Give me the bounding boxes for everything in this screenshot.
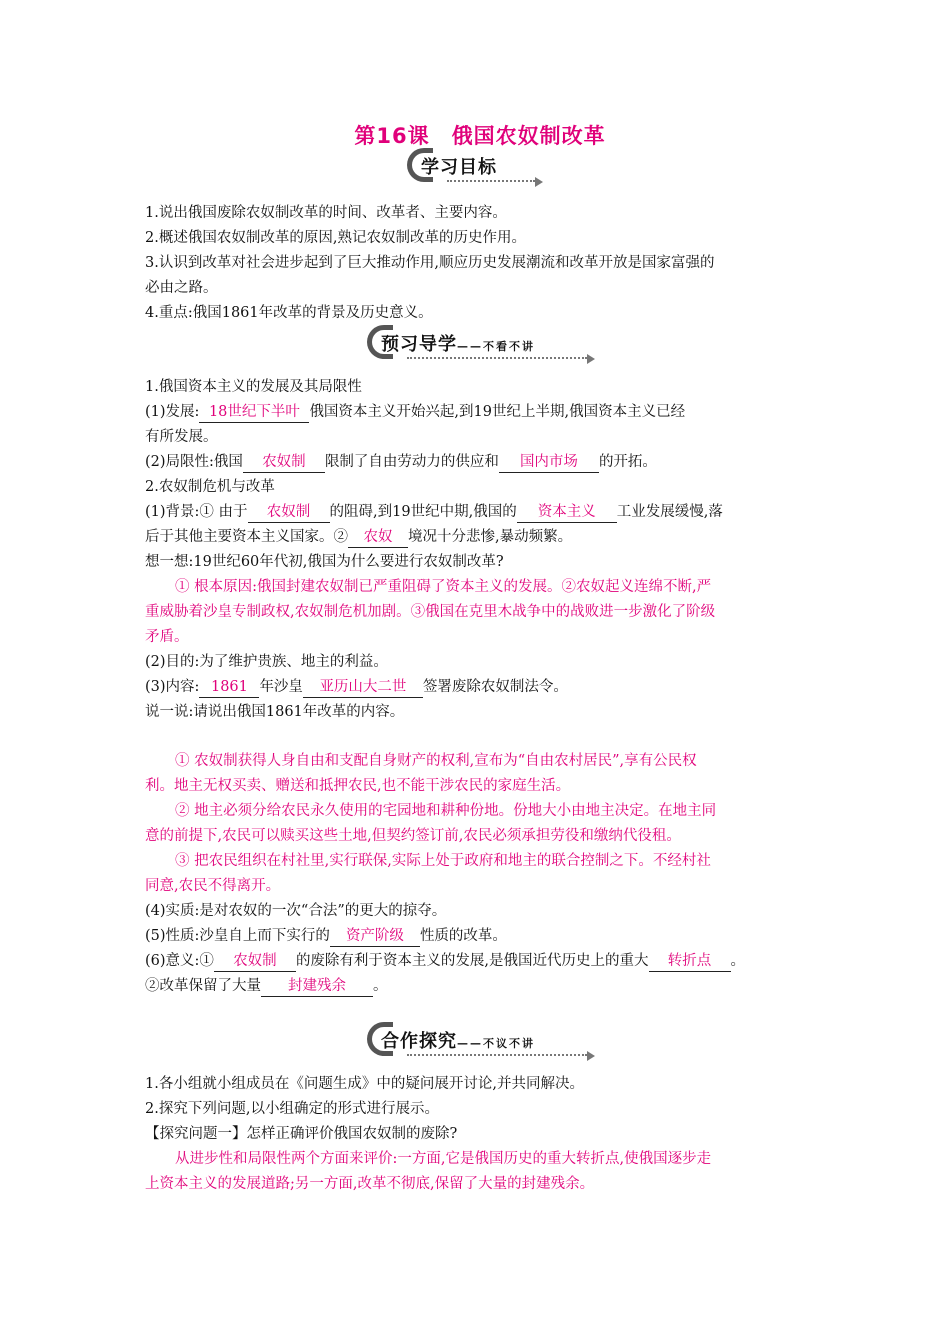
text-line bbox=[145, 527, 572, 548]
answer-blank: 1861 bbox=[199, 677, 259, 698]
text: (3)内容: bbox=[145, 679, 200, 695]
answer-line: 从进步性和局限性两个方面来评价:一方面,它是俄国历史的重大转折点,使俄国逐步走 bbox=[175, 1151, 712, 1167]
text: (1)发展: bbox=[145, 404, 200, 420]
text-line bbox=[145, 402, 685, 423]
goal-item: 必由之路。 bbox=[145, 280, 218, 296]
answer-line: 矛盾。 bbox=[145, 629, 189, 645]
answer-blank: 亚历山大二世 bbox=[303, 677, 423, 698]
text-line: 1.各小组就小组成员在《问题生成》中的疑问展开讨论,并共同解决。 bbox=[145, 1076, 584, 1092]
text: 的废除有利于资本主义的发展,是俄国近代历史上的重大 bbox=[295, 953, 649, 969]
answer-line: ② 地主必须分给农民永久使用的宅园地和耕种份地。份地大小由地主决定。在地主同 bbox=[175, 803, 717, 819]
text: 限制了自由劳动力的供应和 bbox=[324, 454, 499, 470]
subheading: 2.农奴制危机与改革 bbox=[145, 479, 275, 495]
text: 。 bbox=[730, 953, 746, 969]
text: (1)背景:① 由于 bbox=[145, 504, 248, 520]
banner-suffix: ——不议不讲 bbox=[457, 1037, 535, 1050]
banner-dotted-line bbox=[407, 357, 587, 359]
answer-line: 上资本主义的发展道路;另一方面,改革不彻底,保留了大量的封建残余。 bbox=[145, 1176, 595, 1192]
text: (6)意义:① bbox=[145, 953, 214, 969]
text: 俄国资本主义开始兴起,到19世纪上半期,俄国资本主义已经 bbox=[309, 404, 686, 420]
banner-dotted-line bbox=[407, 1054, 587, 1056]
banner-dotted-line bbox=[447, 180, 535, 182]
answer-line: 意的前提下,农民可以赎买这些土地,但契约签订前,农民必须承担劳役和缴纳代役租。 bbox=[145, 828, 681, 844]
text: 性质的改革。 bbox=[419, 928, 507, 944]
answer-blank: 资本主义 bbox=[517, 502, 617, 523]
goal-item: 1.说出俄国废除农奴制改革的时间、改革者、主要内容。 bbox=[145, 205, 507, 221]
text-line bbox=[145, 677, 568, 698]
text-line: (4)实质:是对农奴的一次“合法”的更大的掠夺。 bbox=[145, 903, 447, 919]
arrow-icon bbox=[587, 1051, 595, 1061]
answer-blank: 封建残余 bbox=[261, 976, 373, 997]
answer-blank: 农奴制 bbox=[214, 951, 296, 972]
arrow-icon bbox=[535, 177, 543, 187]
text: ②改革保留了大量 bbox=[145, 978, 261, 994]
answer-line: ① 农奴制获得人身自由和支配自身财产的权利,宣布为“自由农村居民”,享有公民权 bbox=[175, 753, 697, 769]
answer-blank: 国内市场 bbox=[499, 452, 599, 473]
text: 境况十分悲惨,暴动频繁。 bbox=[408, 529, 573, 545]
text: 年沙皇 bbox=[259, 679, 303, 695]
text-line bbox=[145, 951, 745, 972]
text: 的阻碍,到19世纪中期,俄国的 bbox=[329, 504, 517, 520]
section-banner-goals bbox=[407, 148, 547, 184]
text-line bbox=[145, 926, 507, 947]
text: 。 bbox=[373, 978, 388, 994]
text: 签署废除农奴制法令。 bbox=[422, 679, 568, 695]
subheading: 1.俄国资本主义的发展及其局限性 bbox=[145, 379, 362, 395]
text: 的开拓。 bbox=[598, 454, 657, 470]
text-line bbox=[145, 452, 657, 473]
goal-item: 3.认识到改革对社会进步起到了巨大推动作用,顺应历史发展潮流和改革开放是国家富强的 bbox=[145, 255, 715, 271]
answer-blank: 18世纪下半叶 bbox=[199, 402, 309, 423]
text-line bbox=[145, 976, 388, 997]
answer-blank: 转折点 bbox=[649, 951, 731, 972]
text: 工业发展缓慢,落 bbox=[616, 504, 723, 520]
text: (5)性质:沙皇自上而下实行的 bbox=[145, 928, 330, 944]
answer-line: ① 根本原因:俄国封建农奴制已严重阻碍了资本主义的发展。②农奴起义连绵不断,严 bbox=[175, 579, 712, 595]
text: 后于其他主要资本主义国家。② bbox=[145, 529, 348, 545]
arrow-icon bbox=[587, 354, 595, 364]
section-banner-explore bbox=[367, 1022, 597, 1058]
banner-title: 预习导学 bbox=[381, 334, 457, 355]
goal-item: 2.概述俄国农奴制改革的原因,熟记农奴制改革的历史作用。 bbox=[145, 230, 526, 246]
answer-line: 同意,农民不得离开。 bbox=[145, 878, 281, 894]
section-banner-preview bbox=[367, 325, 597, 361]
answer-blank: 农奴 bbox=[348, 527, 408, 548]
answer-blank: 农奴制 bbox=[248, 502, 330, 523]
banner-title: 合作探究 bbox=[381, 1031, 457, 1052]
answer-blank: 农奴制 bbox=[243, 452, 325, 473]
text-line bbox=[145, 502, 723, 523]
answer-line: ③ 把农民组织在村社里,实行联保,实际上处于政府和地主的联合控制之下。不经村社 bbox=[175, 853, 711, 869]
banner-suffix: ——不看不讲 bbox=[457, 340, 535, 353]
goal-item: 4.重点:俄国1861年改革的背景及历史意义。 bbox=[145, 305, 433, 321]
banner-label bbox=[381, 330, 535, 356]
lesson-title: 第16课 俄国农奴制改革 bbox=[354, 124, 606, 148]
answer-line: 利。地主无权买卖、赠送和抵押农民,也不能干涉农民的家庭生活。 bbox=[145, 778, 571, 794]
question: 想一想:19世纪60年代初,俄国为什么要进行农奴制改革? bbox=[145, 554, 504, 570]
question: 【探究问题一】怎样正确评价俄国农奴制的废除? bbox=[145, 1126, 458, 1142]
text-line: 有所发展。 bbox=[145, 429, 218, 445]
banner-label bbox=[381, 1027, 535, 1053]
text-line: (2)目的:为了维护贵族、地主的利益。 bbox=[145, 654, 388, 670]
text: (2)局限性:俄国 bbox=[145, 454, 243, 470]
banner-label: 学习目标 bbox=[421, 157, 497, 178]
answer-line: 重威胁着沙皇专制政权,农奴制危机加剧。③俄国在克里木战争中的战败进一步激化了阶级 bbox=[145, 604, 716, 620]
answer-blank: 资产阶级 bbox=[330, 926, 420, 947]
text-line: 2.探究下列问题,以小组确定的形式进行展示。 bbox=[145, 1101, 439, 1117]
question: 说一说:请说出俄国1861年改革的内容。 bbox=[145, 704, 405, 720]
